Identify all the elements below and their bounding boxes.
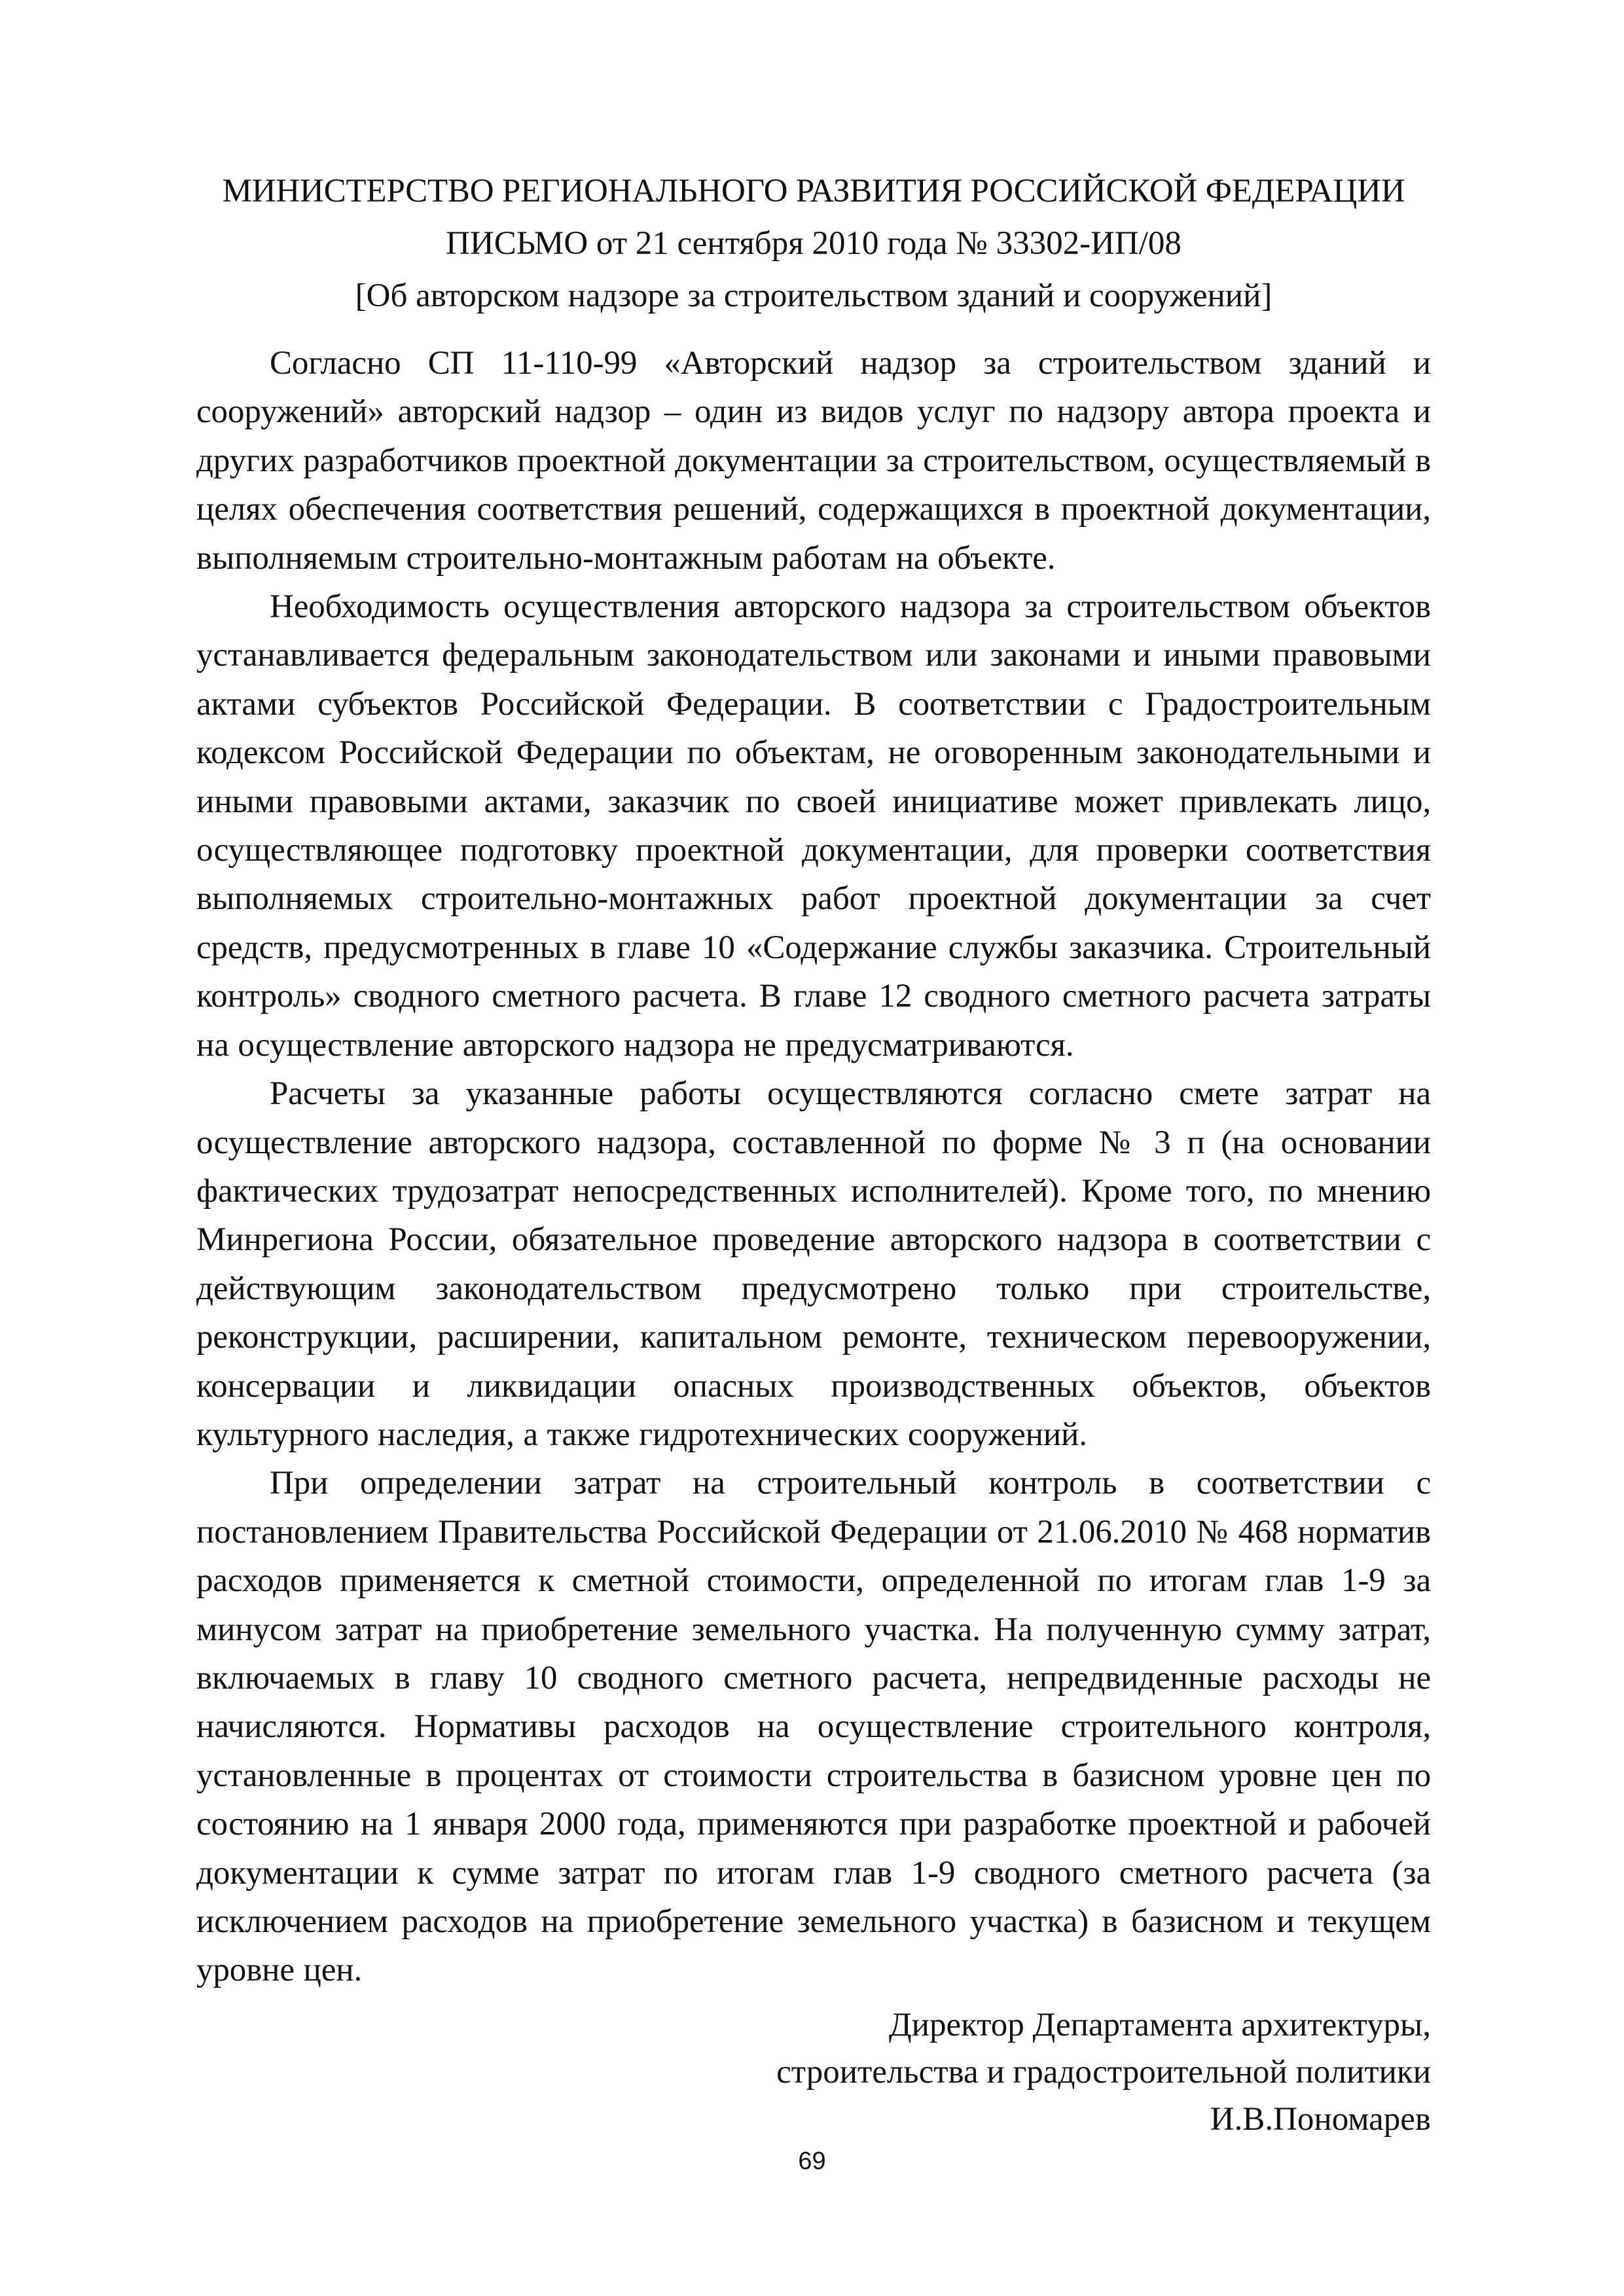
paragraph-4: При определении затрат на строительный контроль в соответствии с постановлением Правительства Российской Федерации от 21.06.2010 № 468 норматив расходов применяется к сметной стоимости, определенной по итогам глав 1-9 за минусом затрат на приобретение земельного участка. На полученную сумму затрат, включаемых в главу 10 сводного сметного расчета, непредвиденные расходы не начисляются. Нормативы расходов на осуществление строительного контроля, установленные в процентах от стоимости строительства в базисном уровне цен по состоянию на 1 января 2000 года, применяются при разработке проектной и рабочей документации к сумме затрат по итогам глав 1-9 сводного сметного расчета (за исключением расходов на приобретение земельного участка) в базисном и текущем уровне цен. [196,1465,1431,1989]
signature-position-line-2: строительства и градостроительной политики [776,2053,1431,2090]
letter-subject: [Об авторском надзоре за строительством зданий и сооружений] [355,278,1272,314]
ministry-title: МИНИСТЕРСТВО РЕГИОНАЛЬНОГО РАЗВИТИЯ РОССИЙСКОЙ ФЕДЕРАЦИИ [222,173,1405,209]
paragraph-3: Расчеты за указанные работы осуществляются согласно смете затрат на осуществление авторского надзора, составленной по форме № 3 п (на основании фактических трудозатрат непосредственных исполнителей). Кроме того, по мнению Минрегиона России, обязательное проведение авторского надзора в соответствии с действующим законодательством предусмотрено только при строительстве, реконструкции, расширении, капитальном ремонте, техническом перевооружении, консервации и ликвидации опасных производственных объектов, объектов культурного наследия, а также гидротехнических сооружений. [196,1075,1431,1453]
paragraph-2: Необходимость осуществления авторского надзора за строительством объектов устанавливается федеральным законодательством или законами и иными правовыми актами субъектов Российской Федерации. В соответствии с Градостроительным кодексом Российской Федерации по объектам, не оговоренным законодательными и иными правовыми актами, заказчик по своей инициативе может привлекать лицо, осуществляющее подготовку проектной документации, для проверки соответствия выполняемых строительно-монтажных работ проектной документации за счет средств, предусмотренных в главе 10 «Содержание службы заказчика. Строительный контроль» сводного сметного расчета. В главе 12 сводного сметного расчета затраты на осуществление авторского надзора не предусматриваются. [196,588,1431,1064]
letter-reference: ПИСЬМО от 21 сентября 2010 года № 33302-ИП/08 [446,225,1182,262]
letter-body [196,339,1431,1995]
page-number: 69 [798,2147,826,2175]
signature-name: И.В.Пономарев [1210,2100,1431,2138]
signature-block [196,2001,1431,2143]
paragraph-1: Согласно СП 11-110-99 «Авторский надзор за строительством зданий и сооружений» авторский надзор – один из видов услуг по надзору автора проекта и других разработчиков проектной документации за строительством, осуществляемый в целях обеспечения соответствия решений, содержащихся в проектной документации, выполняемым строительно-монтажным работам на объекте. [196,345,1431,577]
document-page [196,165,1431,2143]
signature-position-line-1: Директор Департамента архитектуры, [888,2006,1431,2043]
